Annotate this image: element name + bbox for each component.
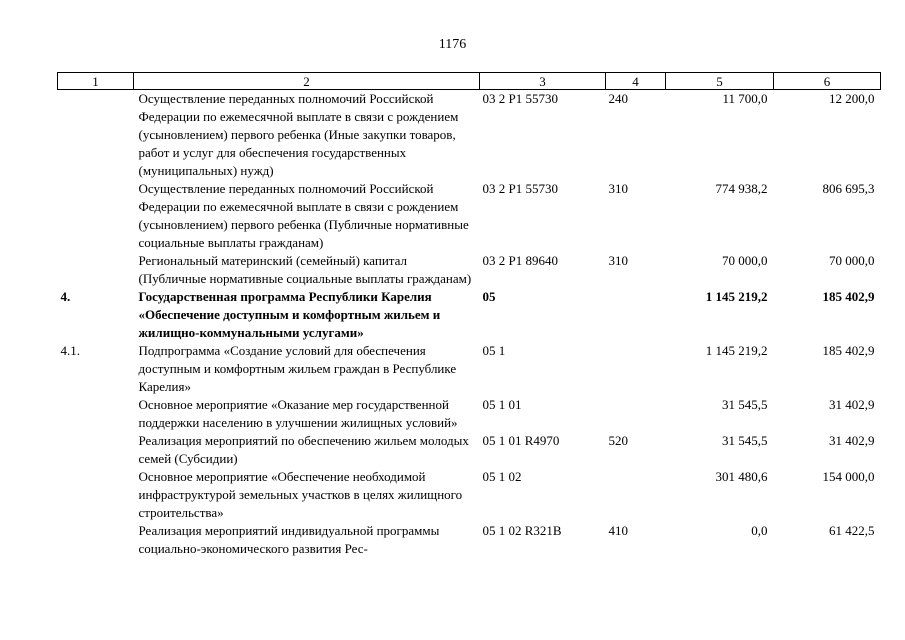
budget-table: [57, 72, 881, 558]
row-sum-year-1: 31 545,5: [722, 433, 768, 448]
row-expense-type: [606, 342, 666, 396]
row-sum-year-1: 301 480,6: [715, 469, 768, 484]
row-name: Основное мероприятие «Оказание мер государственной поддержки населению в улучшении жилищных условий»: [138, 397, 458, 430]
row-target-code: 03 2 P1 55730: [482, 181, 558, 196]
row-expense-type: 520: [608, 433, 628, 448]
row-sum-year-2: 31 402,9: [829, 433, 875, 448]
row-target-code: 03 2 P1 89640: [482, 253, 558, 268]
table-row: [58, 342, 881, 396]
table-row: [58, 522, 881, 558]
row-expense-type: [606, 396, 666, 432]
row-expense-type: [606, 468, 666, 522]
header-row: [58, 73, 881, 90]
row-target-code: 05 1 02 R321B: [482, 523, 562, 538]
row-sum-year-2: 12 200,0: [829, 91, 875, 106]
row-expense-type: 410: [608, 523, 628, 538]
row-target-code: 05 1: [482, 343, 506, 358]
table-row: [58, 90, 881, 181]
header-cell-5: 5: [666, 73, 774, 90]
header-cell-6: 6: [774, 73, 881, 90]
row-number: 4.: [60, 289, 71, 304]
table-row: [58, 468, 881, 522]
page-number: 1176: [438, 37, 467, 52]
row-sum-year-2: 806 695,3: [822, 181, 875, 196]
row-sum-year-2: 185 402,9: [822, 343, 875, 358]
row-sum-year-2: 61 422,5: [829, 523, 875, 538]
table-row: [58, 288, 881, 342]
row-name: Основное мероприятие «Обеспечение необходимой инфраструктурой земельных участков в целях жилищного строительства»: [138, 469, 463, 520]
row-number: [58, 432, 134, 468]
row-name: Осуществление переданных полномочий Российской Федерации по ежемесячной выплате в связи с рождением (усыновлением) первого ребенка (Иные закупки товаров, работ и услуг для обеспечения государственных (муниципальных) нужд): [138, 91, 459, 178]
header-cell-4: 4: [606, 73, 666, 90]
row-number: [58, 90, 134, 181]
header-cell-2: 2: [134, 73, 480, 90]
header-cell-1: 1: [58, 73, 134, 90]
row-name: Государственная программа Республики Карелия «Обеспечение доступным и комфортным жильем и жилищно-коммунальными услугами»: [138, 289, 441, 340]
row-expense-type: [606, 288, 666, 342]
header-cell-3: 3: [480, 73, 606, 90]
row-name: Подпрограмма «Создание условий для обеспечения доступным и комфортным жильем граждан в Республике Карелия»: [138, 343, 457, 394]
row-expense-type: 310: [608, 253, 628, 268]
row-number: 4.1.: [60, 343, 80, 358]
table-row: [58, 180, 881, 252]
row-name: Реализация мероприятий индивидуальной программы социально-экономического развития Рес-: [138, 523, 440, 556]
table-body: [58, 90, 881, 559]
row-sum-year-2: 185 402,9: [822, 289, 875, 304]
row-sum-year-1: 1 145 219,2: [705, 343, 768, 358]
row-target-code: 03 2 P1 55730: [482, 91, 558, 106]
table-row: [58, 432, 881, 468]
row-expense-type: 240: [608, 91, 628, 106]
row-sum-year-1: 11 700,0: [722, 91, 768, 106]
row-name: Реализация мероприятий по обеспечению жильем молодых семей (Субсидии): [138, 433, 469, 466]
row-number: [58, 522, 134, 558]
row-target-code: 05: [482, 289, 496, 304]
table-header: [58, 73, 881, 90]
table-row: [58, 252, 881, 288]
row-sum-year-1: 0,0: [751, 523, 768, 538]
row-sum-year-1: 1 145 219,2: [705, 289, 768, 304]
row-expense-type: 310: [608, 181, 628, 196]
row-sum-year-2: 70 000,0: [829, 253, 875, 268]
row-target-code: 05 1 01 R4970: [482, 433, 560, 448]
row-number: [58, 396, 134, 432]
table-row: [58, 396, 881, 432]
row-name: Региональный материнский (семейный) капитал (Публичные нормативные социальные выплаты гражданам): [138, 253, 472, 286]
row-target-code: 05 1 02: [482, 469, 522, 484]
row-number: [58, 468, 134, 522]
row-number: [58, 252, 134, 288]
row-sum-year-1: 774 938,2: [715, 181, 768, 196]
row-sum-year-1: 70 000,0: [722, 253, 768, 268]
row-target-code: 05 1 01: [482, 397, 522, 412]
row-sum-year-2: 154 000,0: [822, 469, 875, 484]
row-sum-year-1: 31 545,5: [722, 397, 768, 412]
row-sum-year-2: 31 402,9: [829, 397, 875, 412]
row-number: [58, 180, 134, 252]
row-name: Осуществление переданных полномочий Российской Федерации по ежемесячной выплате в связи с рождением (усыновлением) первого ребенка (Публичные нормативные социальные выплаты гражданам): [138, 181, 469, 250]
